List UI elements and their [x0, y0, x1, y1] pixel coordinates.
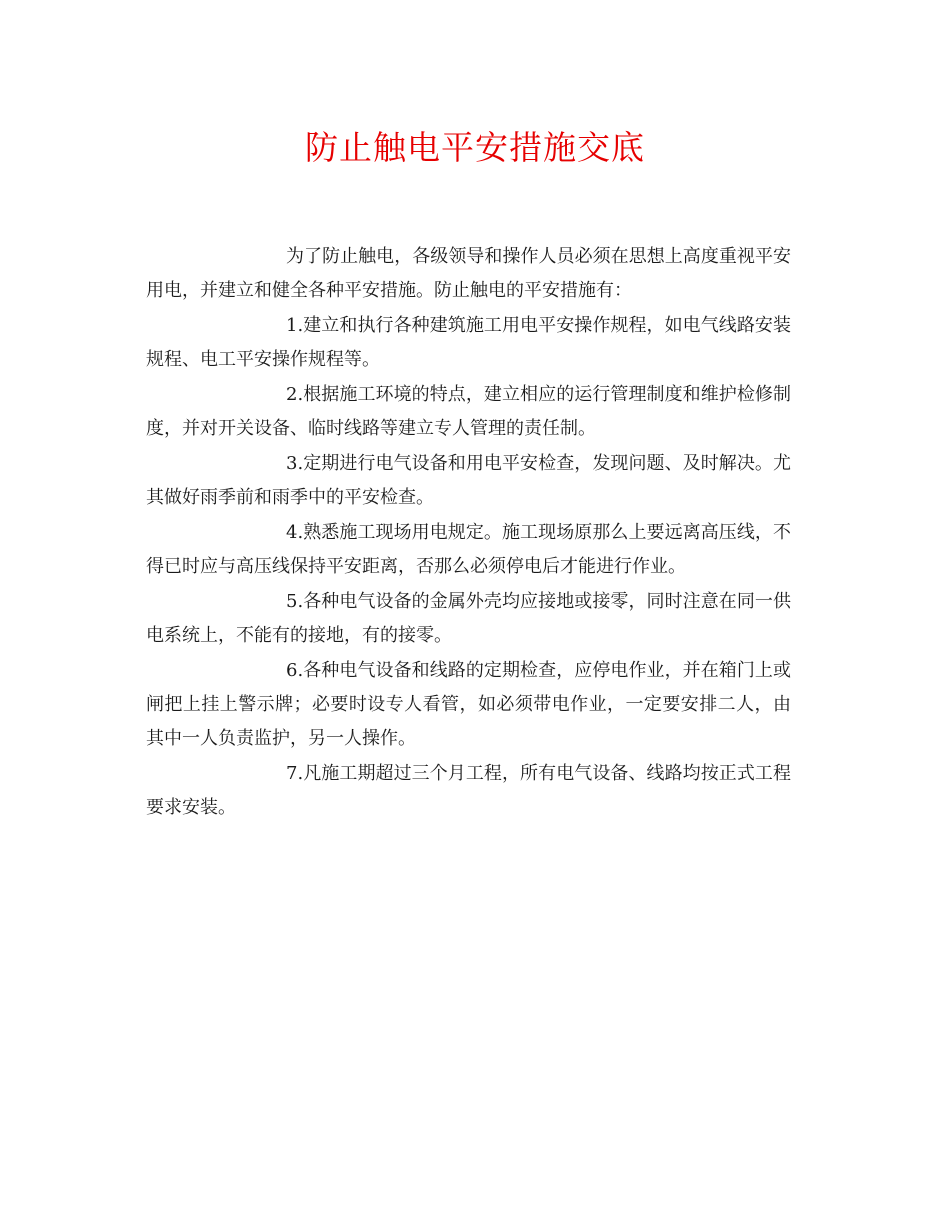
measure-item-6: 6.各种电气设备和线路的定期检查，应停电作业，并在箱门上或闸把上挂上警示牌；必要时设专人看管，如必须带电作业，一定要安排二人，由其中一人负责监护，另一人操作。 [146, 660, 791, 749]
document-title: 防止触电平安措施交底 [305, 128, 645, 167]
measure-item-7: 7.凡施工期超过三个月工程，所有电气设备、线路均按正式工程要求安装。 [146, 763, 791, 818]
measure-item-2: 2.根据施工环境的特点，建立相应的运行管理制度和维护检修制度，并对开关设备、临时线路等建立专人管理的责任制。 [146, 384, 791, 439]
measure-item-1: 1.建立和执行各种建筑施工用电平安操作规程，如电气线路安装规程、电工平安操作规程等。 [146, 315, 791, 370]
measure-item-3: 3.定期进行电气设备和用电平安检查，发现问题、及时解决。尤其做好雨季前和雨季中的平安检查。 [146, 453, 791, 508]
measure-item-4: 4.熟悉施工现场用电规定。施工现场原那么上要远离高压线，不得已时应与高压线保持平安距离，否那么必须停电后才能进行作业。 [146, 522, 791, 577]
document-body [146, 240, 791, 826]
intro-paragraph: 为了防止触电，各级领导和操作人员必须在思想上高度重视平安用电，并建立和健全各种平安措施。防止触电的平安措施有： [146, 246, 791, 301]
measure-item-5: 5.各种电气设备的金属外壳均应接地或接零，同时注意在同一供电系统上，不能有的接地，有的接零。 [146, 591, 791, 646]
